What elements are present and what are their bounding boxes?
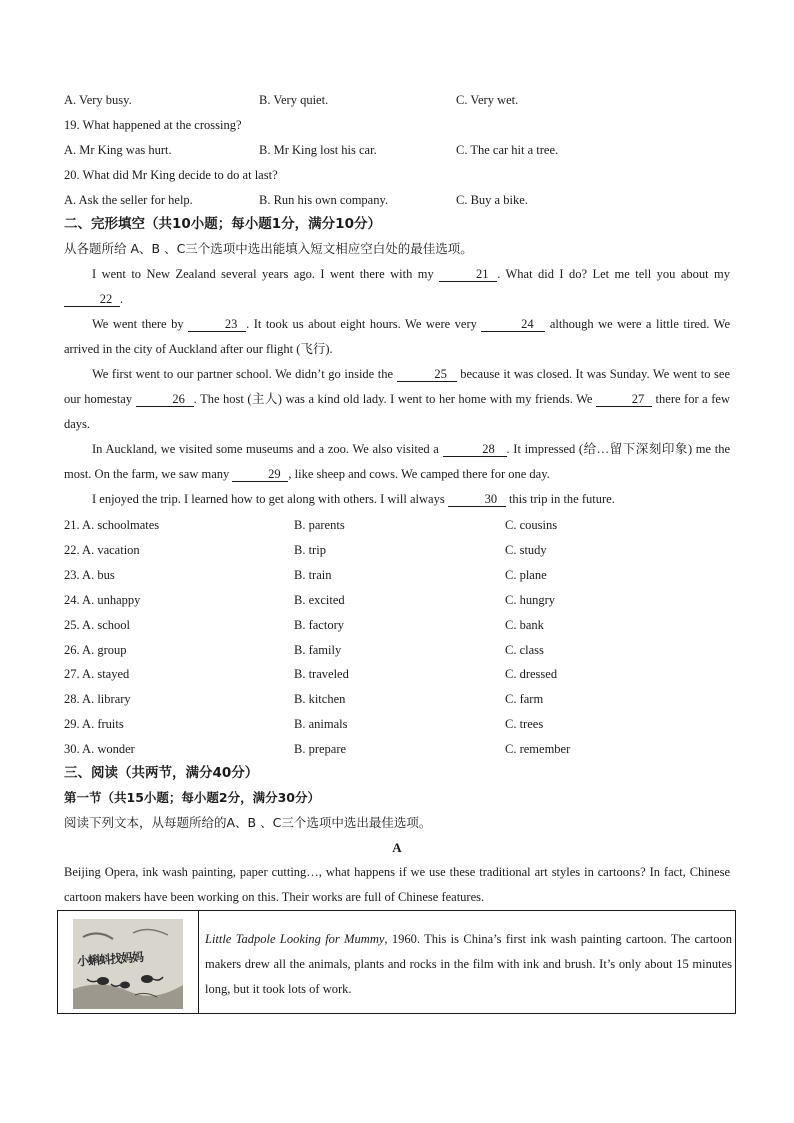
- cloze-paragraph-2: [64, 312, 730, 362]
- text: this trip in the future.: [505, 492, 615, 506]
- cartoon-title: Little Tadpole Looking for Mummy: [205, 932, 385, 946]
- q20-option-a[interactable]: A. Ask the seller for help.: [64, 193, 193, 207]
- option-27-a[interactable]: 27. A. stayed: [64, 667, 130, 681]
- option-28-a[interactable]: 28. A. library: [64, 692, 131, 706]
- blank-27[interactable]: 27: [596, 392, 652, 407]
- text: We first went to our partner school. We didn’t go inside the: [92, 367, 397, 381]
- cloze-paragraph-3: [64, 362, 730, 437]
- cloze-heading: 二、完形填空（共10小题；每小题1分，满分10分）: [64, 216, 381, 232]
- text: , like sheep and cows. We camped there for one day.: [288, 467, 550, 481]
- option-22-b[interactable]: B. trip: [294, 543, 326, 557]
- option-21-c[interactable]: C. cousins: [505, 518, 558, 532]
- q19-option-a[interactable]: A. Mr King was hurt.: [64, 143, 172, 157]
- option-29-a[interactable]: 29. A. fruits: [64, 717, 124, 731]
- text: although we were a little tired. We arrived in the city of Auckland after our flight (飞行).: [64, 317, 731, 356]
- text: . It impressed (给…留下深刻印象) me the most. On the farm, we saw many: [64, 442, 730, 481]
- q20-option-b[interactable]: B. Run his own company.: [259, 193, 389, 207]
- reading-instruction: 阅读下列文本，从每题所给的A、B 、C三个选项中选出最佳选项。: [64, 815, 432, 830]
- text: . What did I do? Let me tell you about my: [497, 267, 731, 281]
- cloze-paragraph-5: [64, 487, 730, 512]
- option-22-a[interactable]: 22. A. vacation: [64, 543, 140, 557]
- option-26-b[interactable]: B. family: [294, 643, 342, 657]
- cloze-paragraph-4: [64, 437, 730, 487]
- text: because it was closed. It was Sunday. We went to see our homestay: [64, 367, 730, 406]
- text: .: [120, 292, 124, 306]
- text: . The host (主人) was a kind old lady. I went to her home with my friends. We: [193, 392, 597, 406]
- option-28-c[interactable]: C. farm: [505, 692, 544, 706]
- reading-section-1-heading: 第一节（共15小题；每小题2分，满分30分）: [64, 790, 320, 805]
- option-26-c[interactable]: C. class: [505, 643, 544, 657]
- option-30-b[interactable]: B. prepare: [294, 742, 347, 756]
- option-24-a[interactable]: 24. A. unhappy: [64, 593, 141, 607]
- blank-29[interactable]: 29: [232, 467, 288, 482]
- cloze-paragraph-1: [64, 262, 730, 312]
- q20-option-c[interactable]: C. Buy a bike.: [456, 193, 528, 207]
- option-23-c[interactable]: C. plane: [505, 568, 547, 582]
- cartoon-description-text: , 1960. This is China’s first ink wash painting cartoon. The cartoon makers drew all the animals, plants and rocks in the film with ink and brush. It’s only about 15 minutes long, but it took lots of work.: [205, 932, 732, 996]
- option-28-b[interactable]: B. kitchen: [294, 692, 346, 706]
- option-29-b[interactable]: B. animals: [294, 717, 348, 731]
- q20-question: 20. What did Mr King decide to do at last?: [64, 168, 278, 182]
- option-21-a[interactable]: 21. A. schoolmates: [64, 518, 160, 532]
- reading-heading: 三、阅读（共两节，满分40分）: [64, 765, 259, 781]
- option-27-c[interactable]: C. dressed: [505, 667, 558, 681]
- blank-24[interactable]: 24: [481, 317, 545, 332]
- option-30-a[interactable]: 30. A. wonder: [64, 742, 135, 756]
- text: there for a few days.: [64, 392, 730, 431]
- passage-intro: Beijing Opera, ink wash painting, paper cutting…, what happens if we use these traditional art styles in cartoons? In fact, Chinese cartoon makers have been working on this. Their works are full of Chinese features.: [64, 865, 730, 904]
- text: I enjoyed the trip. I learned how to get along with others. I will always: [92, 492, 448, 506]
- q18-option-a[interactable]: A. Very busy.: [64, 93, 132, 107]
- blank-30[interactable]: 30: [448, 492, 506, 507]
- option-21-b[interactable]: B. parents: [294, 518, 345, 532]
- blank-23[interactable]: 23: [188, 317, 246, 332]
- option-29-c[interactable]: C. trees: [505, 717, 544, 731]
- cartoon-description: [205, 927, 732, 1002]
- passage-label: A: [392, 840, 402, 855]
- option-27-b[interactable]: B. traveled: [294, 667, 349, 681]
- text: I went to New Zealand several years ago. I went there with my: [92, 267, 440, 281]
- blank-22[interactable]: 22: [64, 292, 120, 307]
- text: We went there by: [92, 317, 189, 331]
- option-23-b[interactable]: B. train: [294, 568, 332, 582]
- option-25-c[interactable]: C. bank: [505, 618, 544, 632]
- option-25-a[interactable]: 25. A. school: [64, 618, 130, 632]
- text: In Auckland, we visited some museums and a zoo. We also visited a: [92, 442, 443, 456]
- option-25-b[interactable]: B. factory: [294, 618, 344, 632]
- option-24-c[interactable]: C. hungry: [505, 593, 555, 607]
- cartoon-poster-image: [73, 919, 183, 1009]
- q18-option-b[interactable]: B. Very quiet.: [259, 93, 329, 107]
- table-divider: [198, 911, 199, 1013]
- blank-21[interactable]: 21: [439, 267, 497, 282]
- q19-option-c[interactable]: C. The car hit a tree.: [456, 143, 559, 157]
- cloze-instruction: 从各题所给 A、B 、C三个选项中选出能填入短文相应空白处的最佳选项。: [64, 241, 473, 256]
- option-23-a[interactable]: 23. A. bus: [64, 568, 115, 582]
- blank-28[interactable]: 28: [443, 442, 507, 457]
- option-30-c[interactable]: C. remember: [505, 742, 571, 756]
- poster-title: 小蝌蚪找妈妈: [76, 950, 144, 969]
- option-26-a[interactable]: 26. A. group: [64, 643, 127, 657]
- q19-question: 19. What happened at the crossing?: [64, 118, 242, 132]
- q19-option-b[interactable]: B. Mr King lost his car.: [259, 143, 377, 157]
- text: . It took us about eight hours. We were very: [246, 317, 482, 331]
- blank-26[interactable]: 26: [136, 392, 194, 407]
- blank-25[interactable]: 25: [397, 367, 457, 382]
- option-22-c[interactable]: C. study: [505, 543, 547, 557]
- cartoon-table: [57, 910, 736, 1014]
- option-24-b[interactable]: B. excited: [294, 593, 345, 607]
- q18-option-c[interactable]: C. Very wet.: [456, 93, 519, 107]
